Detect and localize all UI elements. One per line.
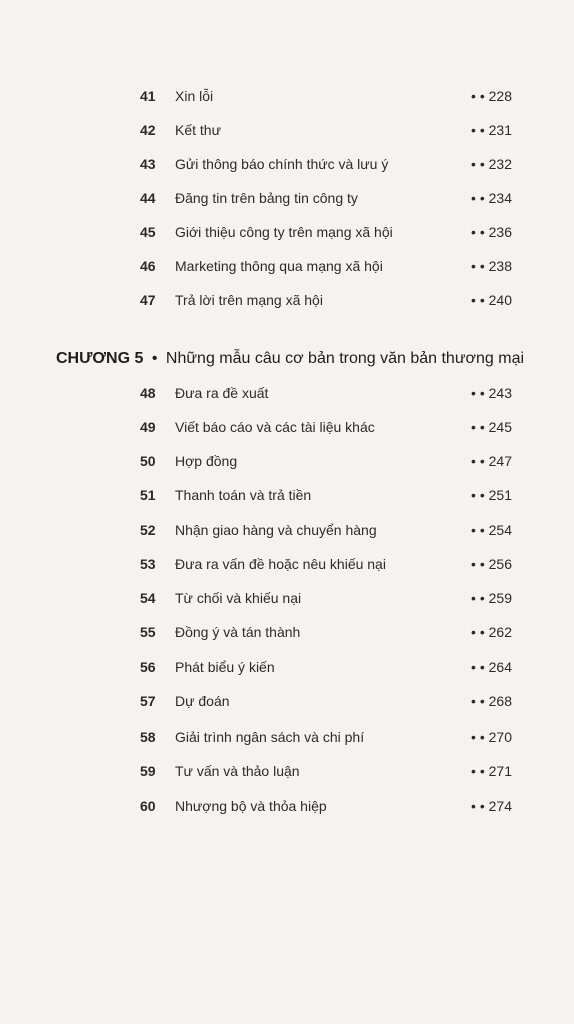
entry-number: 46 (140, 258, 156, 274)
entry-number: 53 (140, 556, 156, 572)
entry-number: 59 (140, 763, 156, 779)
entry-title: Đồng ý và tán thành (175, 624, 301, 640)
toc-entry[interactable] (0, 795, 574, 817)
entry-title: Viết báo cáo và các tài liệu khác (175, 419, 375, 435)
toc-entry[interactable] (0, 255, 574, 277)
entry-page: • • 232 (471, 156, 512, 172)
entry-page: • • 234 (471, 190, 512, 206)
entry-title: Đăng tin trên bảng tin công ty (175, 190, 358, 206)
entry-number: 60 (140, 798, 156, 814)
entry-title: Gửi thông báo chính thức và lưu ý (175, 156, 389, 172)
entry-number: 51 (140, 487, 156, 503)
toc-entry[interactable] (0, 187, 574, 209)
toc-entry[interactable] (0, 519, 574, 541)
entry-title: Từ chối và khiếu nại (175, 590, 302, 606)
entry-title: Kết thư (175, 122, 221, 138)
entry-title: Tư vấn và thảo luận (175, 763, 300, 779)
entry-number: 54 (140, 590, 156, 606)
chapter-label: CHƯƠNG 5 (56, 350, 144, 367)
chapter-title: Những mẫu câu cơ bản trong văn bản thương mại (165, 350, 525, 367)
entry-number: 55 (140, 624, 156, 640)
entry-page: • • 243 (471, 385, 512, 401)
entry-title: Hợp đồng (175, 453, 238, 469)
entry-number: 50 (140, 453, 156, 469)
entry-page: • • 228 (471, 88, 512, 104)
entry-page: • • 268 (471, 693, 512, 709)
entry-number: 56 (140, 659, 156, 675)
toc-entry[interactable] (0, 760, 574, 782)
entry-number: 47 (140, 292, 156, 308)
entry-title: Trả lời trên mạng xã hội (175, 292, 323, 308)
entry-number: 45 (140, 224, 156, 240)
toc-entry[interactable] (0, 621, 574, 643)
entry-page: • • 254 (471, 522, 512, 538)
entry-number: 58 (140, 729, 156, 745)
entry-page: • • 240 (471, 292, 512, 308)
entry-number: 49 (140, 419, 156, 435)
toc-entry[interactable] (0, 153, 574, 175)
entry-page: • • 231 (471, 122, 512, 138)
entry-title: Marketing thông qua mạng xã hội (175, 258, 383, 274)
entry-page: • • 264 (471, 659, 512, 675)
entry-page: • • 274 (471, 798, 512, 814)
toc-entry[interactable] (0, 690, 574, 712)
entry-page: • • 271 (471, 763, 512, 779)
entry-title: Nhượng bộ và thỏa hiệp (175, 798, 327, 814)
entry-page: • • 236 (471, 224, 512, 240)
toc-entry[interactable] (0, 289, 574, 311)
entry-page: • • 238 (471, 258, 512, 274)
entry-title: Giải trình ngân sách và chi phí (175, 729, 365, 745)
entry-number: 42 (140, 122, 156, 138)
toc-entry[interactable] (0, 587, 574, 609)
toc-entry[interactable] (0, 382, 574, 404)
toc-entry[interactable] (0, 450, 574, 472)
entry-page: • • 247 (471, 453, 512, 469)
toc-entry[interactable] (0, 656, 574, 678)
toc-entry[interactable] (0, 221, 574, 243)
toc-entry[interactable] (0, 416, 574, 438)
entry-page: • • 256 (471, 556, 512, 572)
entry-number: 48 (140, 385, 156, 401)
entry-number: 52 (140, 522, 156, 538)
toc-entry[interactable] (0, 726, 574, 748)
toc-entry[interactable] (0, 119, 574, 141)
entry-title: Giới thiệu công ty trên mạng xã hội (175, 224, 393, 240)
entry-title: Nhận giao hàng và chuyển hàng (175, 522, 377, 538)
entry-page: • • 245 (471, 419, 512, 435)
entry-title: Đưa ra vấn đề hoặc nêu khiếu nại (175, 556, 386, 572)
chapter-heading[interactable] (56, 347, 524, 371)
chapter-separator: • (151, 350, 158, 367)
entry-number: 57 (140, 693, 156, 709)
entry-title: Đưa ra đề xuất (175, 385, 269, 401)
entry-title: Xin lỗi (175, 88, 214, 104)
toc-entry[interactable] (0, 484, 574, 506)
entry-page: • • 259 (471, 590, 512, 606)
entry-title: Phát biểu ý kiến (175, 659, 275, 675)
entry-title: Dự đoán (175, 693, 230, 709)
entry-page: • • 262 (471, 624, 512, 640)
entry-number: 41 (140, 88, 156, 104)
entry-page: • • 270 (471, 729, 512, 745)
entry-page: • • 251 (471, 487, 512, 503)
entry-number: 43 (140, 156, 156, 172)
entry-title: Thanh toán và trả tiền (175, 487, 312, 503)
toc-entry[interactable] (0, 553, 574, 575)
toc-entry[interactable] (0, 85, 574, 107)
entry-number: 44 (140, 190, 156, 206)
